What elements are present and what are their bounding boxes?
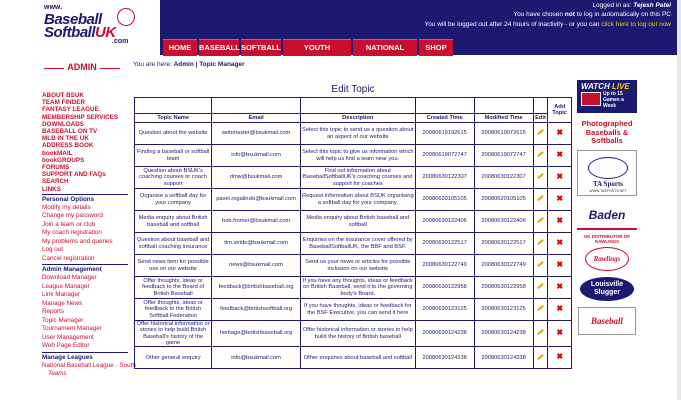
logo-baseball: Baseball bbox=[44, 11, 102, 28]
sidebar-item-teams[interactable]: Teams bbox=[48, 370, 67, 378]
edit-icon[interactable] bbox=[536, 304, 544, 312]
table-row bbox=[135, 167, 572, 189]
sidebar-item-coach-registration[interactable]: My coach registration bbox=[42, 229, 102, 237]
delete-icon[interactable]: ✖ bbox=[556, 149, 564, 159]
nav-home[interactable]: HOME bbox=[163, 39, 197, 56]
logged-in-label: Logged in as bbox=[592, 2, 630, 9]
sidebar-item-tournament-manager[interactable]: Tournament Manager bbox=[42, 325, 102, 333]
breadcrumb-prefix: You are here: bbox=[133, 61, 174, 68]
blank-cell bbox=[300, 98, 415, 114]
edit-cell bbox=[533, 299, 548, 321]
delete-cell bbox=[548, 321, 572, 347]
louisville-slugger-ad[interactable]: Louisville Slugger bbox=[580, 277, 634, 301]
topic-name-cell: Send news item for possible use on our website bbox=[135, 255, 212, 277]
delete-icon[interactable]: ✖ bbox=[556, 193, 564, 203]
topic-created-cell: 20080630124338 bbox=[415, 347, 474, 369]
topic-modified-cell: 20080630122307 bbox=[474, 167, 533, 189]
col-email: Email bbox=[212, 114, 301, 123]
topic-email-cell: heritage@britishbaseball.org bbox=[212, 321, 301, 347]
sidebar-item-membership[interactable]: MEMBERSHIP SERVICES bbox=[42, 113, 119, 121]
delete-cell bbox=[548, 211, 572, 233]
sidebar-item-change-password[interactable]: Change my password bbox=[42, 212, 103, 220]
table-row bbox=[135, 211, 572, 233]
topic-modified-cell: 20080619072615 bbox=[474, 123, 533, 145]
topic-email-cell: webmaster@bsukmail.com bbox=[212, 123, 301, 145]
topic-email-cell: pavel.rogalinski@bsukmail.com bbox=[212, 189, 301, 211]
topic-email-cell: feedback@britishbaseball.org bbox=[212, 277, 301, 299]
topic-name-cell: Question about the website bbox=[135, 123, 212, 145]
nav-softball[interactable]: SOFTBALL bbox=[241, 39, 281, 56]
topic-created-cell: 20080619072747 bbox=[415, 145, 474, 167]
live-text: LIVE bbox=[611, 82, 630, 91]
sidebar-item-fantasy[interactable]: FANTASY LEAGUE bbox=[42, 106, 99, 114]
manage-leagues-links bbox=[42, 361, 136, 379]
table-row bbox=[135, 321, 572, 347]
topic-description-cell: Send us your news or articles for possible inclusion on our website bbox=[300, 255, 415, 277]
delete-icon[interactable]: ✖ bbox=[556, 281, 564, 291]
sidebar-item-support[interactable]: SUPPORT AND FAQs bbox=[42, 171, 106, 179]
edit-icon[interactable] bbox=[536, 328, 544, 336]
sidebar-item-forums[interactable]: FORUMS bbox=[42, 164, 70, 172]
sidebar-item-topic-manager[interactable]: Topic Manager bbox=[42, 316, 84, 324]
topic-modified-cell: 20080630122517 bbox=[474, 233, 533, 255]
col-created: Created Time bbox=[415, 114, 474, 123]
delete-cell bbox=[548, 123, 572, 145]
topic-modified-cell: 20080630122406 bbox=[474, 211, 533, 233]
edit-cell bbox=[533, 189, 548, 211]
login-note-c: to log in automatically on this PC bbox=[574, 11, 671, 19]
sidebar-item-bookmail[interactable]: bookMAIL bbox=[42, 149, 73, 157]
topic-modified-cell: 20080619072747 bbox=[474, 145, 533, 167]
login-note-a: You have chosen bbox=[513, 11, 565, 19]
mlb-watch-live-ad[interactable] bbox=[577, 80, 637, 113]
topic-modified-cell: 20080630124238 bbox=[474, 321, 533, 347]
site-logo[interactable] bbox=[0, 0, 160, 55]
baseball-ad[interactable]: Baseball bbox=[578, 307, 636, 335]
sidebar-item-log-out[interactable]: Log out bbox=[42, 246, 64, 254]
topic-email-cell: bob.fromer@bsukmail.com bbox=[212, 211, 301, 233]
breadcrumb-path[interactable]: Admin | Topic Manager bbox=[173, 61, 245, 68]
user-name: Tejesh Patel bbox=[633, 2, 671, 9]
topic-modified-cell: 20080630122749 bbox=[474, 255, 533, 277]
delete-cell bbox=[548, 277, 572, 299]
sidebar-item-join-team[interactable]: Join a team or club bbox=[42, 220, 96, 228]
sidebar-item-modify-details[interactable]: Modify my details bbox=[42, 203, 91, 211]
delete-cell bbox=[548, 145, 572, 167]
topic-name-cell: Offer thoughts, ideas or feedback to the Board of British Baseball bbox=[135, 277, 212, 299]
sidebar-item-mlb[interactable]: MLB IN THE UK bbox=[42, 135, 89, 143]
col-description: Description bbox=[300, 114, 415, 123]
breadcrumb bbox=[133, 61, 245, 68]
edit-icon[interactable] bbox=[536, 353, 544, 361]
topic-modified-cell: 20080620105105 bbox=[474, 189, 533, 211]
ta-sports-ad[interactable] bbox=[577, 150, 637, 196]
edit-cell bbox=[533, 255, 548, 277]
delete-cell bbox=[548, 255, 572, 277]
topic-created-cell: 20080619192615 bbox=[415, 123, 474, 145]
topic-email-cell: info@bsukmail.com bbox=[212, 145, 301, 167]
topic-description-cell: Find out information about BaseballSoftballUK's coaching courses and support for coaches bbox=[300, 167, 415, 189]
table-row bbox=[135, 233, 572, 255]
blank-cell bbox=[135, 98, 212, 114]
col-topic-name: Topic Name bbox=[135, 114, 212, 123]
topic-email-cell: dmw@bsukmail.com bbox=[212, 167, 301, 189]
sidebar-item-bookgroups[interactable]: bookGROUPS bbox=[42, 156, 85, 164]
blank-cell bbox=[212, 98, 301, 114]
table-row bbox=[135, 189, 572, 211]
table-row bbox=[135, 299, 572, 321]
edit-cell bbox=[533, 321, 548, 347]
edit-cell bbox=[533, 167, 548, 189]
watch-text: WATCH bbox=[581, 82, 610, 91]
topic-description-cell: Other enquiries about baseball and softball bbox=[300, 347, 415, 369]
topics-table bbox=[134, 97, 572, 369]
personal-options-heading: Personal Options bbox=[42, 194, 128, 204]
rawlings-distributor-text: UK DISTRIBUTOR OF RAWLINGS bbox=[584, 233, 630, 244]
sidebar-item-manage-news[interactable]: Manage News bbox=[42, 299, 83, 307]
delete-icon[interactable]: ✖ bbox=[556, 352, 564, 362]
sidebar-ads bbox=[577, 80, 637, 335]
sidebar-item-link-manager[interactable]: Link Manager bbox=[42, 291, 81, 299]
edit-cell bbox=[533, 211, 548, 233]
sidebar-item-download-manager[interactable]: Download Manager bbox=[42, 274, 97, 282]
topic-description-cell: Request information about BSUK organising a softball day for your company. bbox=[300, 189, 415, 211]
edit-icon[interactable] bbox=[536, 194, 544, 202]
topic-name-cell: Other general enquiry bbox=[135, 347, 212, 369]
topic-description-cell: If you have thoughts, ideas or feedback for the BSF Executive, you can send it here bbox=[300, 299, 415, 321]
table-row bbox=[135, 277, 572, 299]
topic-name-cell: Organise a softball day for your company bbox=[135, 189, 212, 211]
login-note-b: not bbox=[564, 11, 575, 19]
mlb-logo-icon bbox=[581, 92, 601, 106]
delete-icon[interactable]: ✖ bbox=[556, 259, 564, 269]
blank-cell bbox=[474, 98, 533, 114]
logout-note: You will be logged out after 24 hours of inactivity - or you can bbox=[424, 20, 602, 28]
col-modified: Modified Time bbox=[474, 114, 533, 123]
sidebar-item-reports[interactable]: Reports bbox=[42, 308, 65, 316]
edit-cell bbox=[533, 233, 548, 255]
topic-modified-cell: 20080630124338 bbox=[474, 347, 533, 369]
edit-icon[interactable] bbox=[536, 150, 544, 158]
delete-icon[interactable]: ✖ bbox=[556, 237, 564, 247]
blank-cell bbox=[415, 98, 474, 114]
topic-description-cell: Offer historical information or stories to help build the history of British baseball bbox=[300, 321, 415, 347]
logout-link[interactable]: click here to log out now bbox=[601, 20, 671, 28]
edit-icon[interactable] bbox=[536, 260, 544, 268]
nav-youth[interactable]: YOUTH bbox=[283, 39, 351, 56]
personal-options-links bbox=[42, 204, 128, 264]
topic-description-cell: Select this topic to send us a question about an aspect of our website bbox=[300, 123, 415, 145]
edit-cell bbox=[533, 347, 548, 369]
login-status: Logged in as: Tejesh Patel You have chosen not to log in automatically on this PC You will be logged out after 24 hours of inactivity - or you can click here to log out now bbox=[424, 2, 671, 28]
logo-www: www. bbox=[44, 4, 63, 11]
sidebar-item-downloads[interactable]: DOWNLOADS bbox=[42, 120, 84, 128]
sidebar-item-problems[interactable]: My problems and queries bbox=[42, 237, 113, 245]
nav-national-teams[interactable]: NATIONAL TEAMS bbox=[353, 39, 417, 56]
admin-management-links bbox=[42, 274, 128, 351]
table-row bbox=[135, 255, 572, 277]
edit-icon[interactable] bbox=[536, 216, 544, 224]
logo-com: .com bbox=[112, 38, 129, 45]
admin-management-heading: Admin Management bbox=[42, 264, 128, 274]
edit-icon[interactable] bbox=[536, 172, 544, 180]
nav-shop[interactable]: SHOP bbox=[419, 39, 453, 56]
logo-softball-text: Softball bbox=[44, 24, 95, 41]
edit-cell bbox=[533, 145, 548, 167]
delete-icon[interactable]: ✖ bbox=[556, 327, 564, 337]
sidebar bbox=[42, 92, 136, 379]
manage-leagues-heading: Manage Leagues bbox=[42, 352, 128, 362]
topic-description-cell: Enquiries on the insurance cover offered by BaseballSoftballUK, the BBF and BSF. bbox=[300, 233, 415, 255]
topic-name-cell: Question about baseball and softball coaching insurance bbox=[135, 233, 212, 255]
topic-created-cell: 20080630122517 bbox=[415, 233, 474, 255]
delete-icon[interactable]: ✖ bbox=[556, 215, 564, 225]
rawlings-ad[interactable]: Rawlings bbox=[585, 247, 629, 271]
table-header-row bbox=[135, 114, 572, 123]
topic-description-cell: If you have any thoughts, ideas or feedback on British Baseball, send it to the governing body's Board. bbox=[300, 277, 415, 299]
table-blank-row bbox=[135, 98, 572, 114]
delete-icon[interactable]: ✖ bbox=[556, 303, 564, 313]
topic-email-cell: feedback@britishsoftball.org bbox=[212, 299, 301, 321]
page-title: Edit Topic bbox=[331, 84, 375, 95]
baden-ad[interactable]: Baden bbox=[577, 202, 637, 230]
edit-cell bbox=[533, 277, 548, 299]
delete-cell bbox=[548, 347, 572, 369]
edit-cell bbox=[533, 123, 548, 145]
delete-icon[interactable]: ✖ bbox=[556, 127, 564, 137]
topic-modified-cell: 20080630123125 bbox=[474, 299, 533, 321]
sidebar-item-cancel-registration[interactable]: Cancel registration bbox=[42, 254, 95, 262]
photographed-balls-ad[interactable]: Photographed Baseballs & Softballs bbox=[581, 119, 633, 145]
watch-live-text bbox=[581, 82, 630, 91]
topic-modified-cell: 20080630122958 bbox=[474, 277, 533, 299]
edit-icon[interactable] bbox=[536, 238, 544, 246]
delete-cell bbox=[548, 233, 572, 255]
delete-cell bbox=[548, 189, 572, 211]
topic-email-cell: info@bsukmail.com bbox=[212, 347, 301, 369]
topic-email-cell: tim.stride@bsukmail.com bbox=[212, 233, 301, 255]
ta-name: TA Sports bbox=[592, 179, 624, 188]
sidebar-item-about[interactable]: ABOUT BSUK bbox=[42, 92, 84, 99]
topic-name-cell: Media enquiry about British baseball and softball bbox=[135, 211, 212, 233]
topic-created-cell: 20080620105105 bbox=[415, 189, 474, 211]
topic-description-cell: Media enquiry about British baseball and softball bbox=[300, 211, 415, 233]
sidebar-main-links bbox=[42, 92, 128, 193]
topic-created-cell: 20080630123125 bbox=[415, 299, 474, 321]
table-row bbox=[135, 123, 572, 145]
nav-baseball[interactable]: BASEBALL bbox=[199, 39, 239, 56]
table-row bbox=[135, 347, 572, 369]
col-edit: Edit bbox=[535, 114, 546, 121]
logo-softball bbox=[44, 24, 116, 41]
sidebar-item-user-management[interactable]: User Management bbox=[42, 333, 94, 341]
add-topic-link[interactable]: Add Topic bbox=[548, 98, 572, 123]
topic-name-cell: Offer historical information or stories to help build British Baseball's history of the game bbox=[135, 321, 212, 347]
sidebar-item-address-book[interactable]: ADDRESS BOOK bbox=[42, 142, 94, 150]
topic-created-cell: 20080630122307 bbox=[415, 167, 474, 189]
edit-icon[interactable] bbox=[536, 128, 544, 136]
watch-live-sub: Up to 15 Games a Week bbox=[603, 91, 624, 109]
topic-description-cell: Select this topic to give us information which will help us find a team near you. bbox=[300, 145, 415, 167]
topic-name-cell: Finding a baseball or softball team bbox=[135, 145, 212, 167]
sidebar-item-team-finder[interactable]: TEAM FINDER bbox=[42, 99, 86, 107]
topic-created-cell: 20080630122749 bbox=[415, 255, 474, 277]
blank-cell bbox=[533, 98, 548, 114]
delete-cell bbox=[548, 299, 572, 321]
baseball-icon bbox=[117, 8, 135, 26]
sidebar-item-national-league[interactable]: National Baseball League - South bbox=[42, 361, 136, 369]
sidebar-item-tv[interactable]: BASEBALL ON TV bbox=[42, 128, 98, 136]
ta-logo-icon bbox=[588, 157, 628, 179]
topic-created-cell: 20080630122406 bbox=[415, 211, 474, 233]
logo-uk-text: UK bbox=[95, 24, 116, 41]
sidebar-item-links[interactable]: LINKS bbox=[42, 185, 61, 193]
topic-name-cell: Offer thoughts, ideas or feedback to the British Softball Federation bbox=[135, 299, 212, 321]
edit-icon[interactable] bbox=[536, 282, 544, 290]
topic-created-cell: 20080630124238 bbox=[415, 321, 474, 347]
sidebar-item-search[interactable]: SEARCH bbox=[42, 178, 69, 186]
sidebar-title: ADMIN bbox=[44, 62, 120, 72]
sidebar-item-web-page-editor[interactable]: Web Page Editor bbox=[42, 342, 90, 350]
topic-name-cell: Question about BSUK's coaching courses or coach support bbox=[135, 167, 212, 189]
delete-icon[interactable]: ✖ bbox=[556, 171, 564, 181]
delete-cell bbox=[548, 167, 572, 189]
page-scrollbar[interactable] bbox=[677, 0, 681, 400]
topic-created-cell: 20080630122958 bbox=[415, 277, 474, 299]
table-row bbox=[135, 145, 572, 167]
sidebar-item-league-manager[interactable]: League Manager bbox=[42, 282, 90, 290]
topic-email-cell: news@bsukmail.com bbox=[212, 255, 301, 277]
ta-url: WWW.TASPORTS.NET bbox=[589, 188, 627, 193]
